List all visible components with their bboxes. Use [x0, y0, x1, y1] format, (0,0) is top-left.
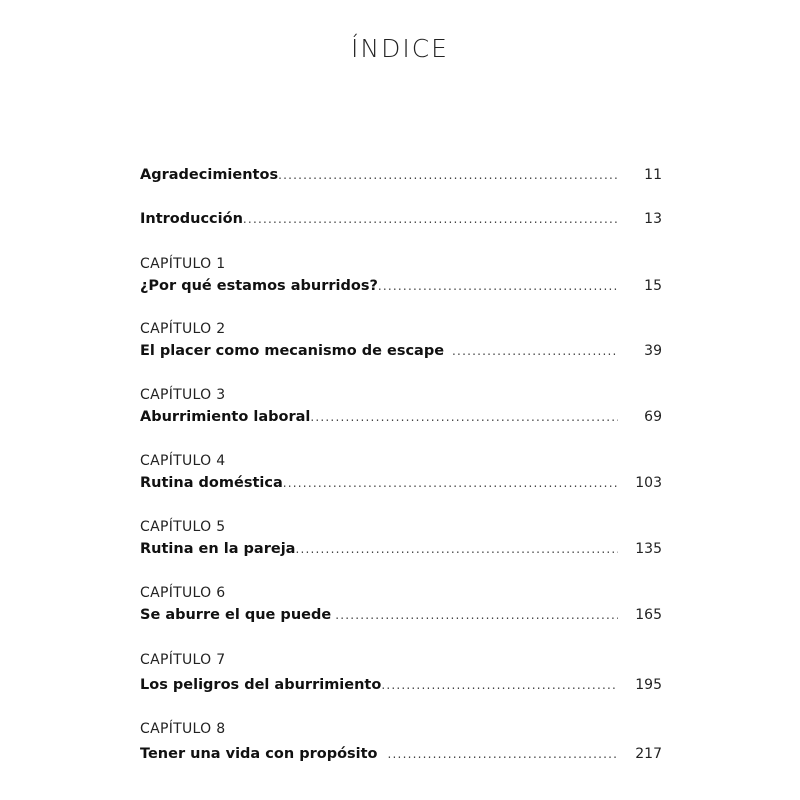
toc-entry-introduccion — [140, 209, 662, 229]
toc-entry-chapter-6 — [140, 584, 662, 625]
toc-entry-chapter-5 — [140, 518, 662, 559]
chapter-label: CAPÍTULO 2 — [140, 321, 226, 337]
toc-entry-chapter-4 — [140, 452, 662, 493]
toc-row — [140, 473, 662, 493]
chapter-label: CAPÍTULO 4 — [140, 453, 226, 469]
chapter-label: CAPÍTULO 6 — [140, 585, 226, 601]
toc-row — [140, 744, 662, 764]
toc-entry-chapter-7 — [140, 651, 662, 695]
dot-leader — [452, 341, 618, 361]
dot-leader — [283, 473, 618, 493]
dot-leader — [278, 165, 618, 185]
chapter-label: CAPÍTULO 8 — [140, 721, 226, 737]
toc-entry-chapter-2 — [140, 320, 662, 361]
toc-page-number: 195 — [635, 677, 662, 693]
toc-row — [140, 209, 662, 229]
toc-row — [140, 605, 662, 625]
toc-row — [140, 276, 662, 296]
chapter-label: CAPÍTULO 3 — [140, 387, 226, 403]
toc-page-number: 165 — [635, 607, 662, 623]
dot-leader — [295, 539, 618, 559]
toc-page-number: 11 — [644, 167, 662, 183]
chapter-label: CAPÍTULO 1 — [140, 256, 226, 272]
toc-entry-title: Rutina doméstica — [140, 475, 283, 491]
toc-page-number: 15 — [644, 278, 662, 294]
dot-leader — [335, 605, 618, 625]
chapter-label: CAPÍTULO 5 — [140, 519, 226, 535]
toc-entry-chapter-1 — [140, 255, 662, 296]
toc-entry-title: Aburrimiento laboral — [140, 409, 311, 425]
toc-entry-title: Se aburre el que puede — [140, 607, 332, 623]
chapter-label: CAPÍTULO 7 — [140, 652, 226, 668]
page-title: ÍNDICE — [351, 34, 449, 63]
toc-row — [140, 675, 662, 695]
toc-entry-title: Rutina en la pareja — [140, 541, 296, 557]
toc-page-number: 13 — [644, 211, 662, 227]
toc-entry-title: Introducción — [140, 211, 243, 227]
dot-leader — [243, 209, 618, 229]
toc-row — [140, 341, 662, 361]
toc-page-number: 103 — [635, 475, 662, 491]
toc-entry-title: Tener una vida con propósito — [140, 746, 378, 762]
toc-entry-chapter-3 — [140, 386, 662, 427]
dot-leader — [310, 407, 618, 427]
toc-entry-title: El placer como mecanismo de escape — [140, 343, 445, 359]
toc-page-number: 135 — [635, 541, 662, 557]
toc-entry-agradecimientos — [140, 165, 662, 185]
toc-entry-chapter-8 — [140, 720, 662, 764]
toc-entry-title: ¿Por qué estamos aburridos? — [140, 278, 378, 294]
toc-entry-title: Los peligros del aburrimiento — [140, 677, 382, 693]
dot-leader — [378, 276, 618, 296]
toc-row — [140, 407, 662, 427]
toc-page-number: 217 — [635, 746, 662, 762]
toc-entry-title: Agradecimientos — [140, 167, 279, 183]
toc-page-number: 39 — [644, 343, 662, 359]
dot-leader — [381, 675, 618, 695]
toc-row — [140, 539, 662, 559]
toc-row — [140, 165, 662, 185]
dot-leader — [388, 744, 618, 764]
toc-page-number: 69 — [644, 409, 662, 425]
